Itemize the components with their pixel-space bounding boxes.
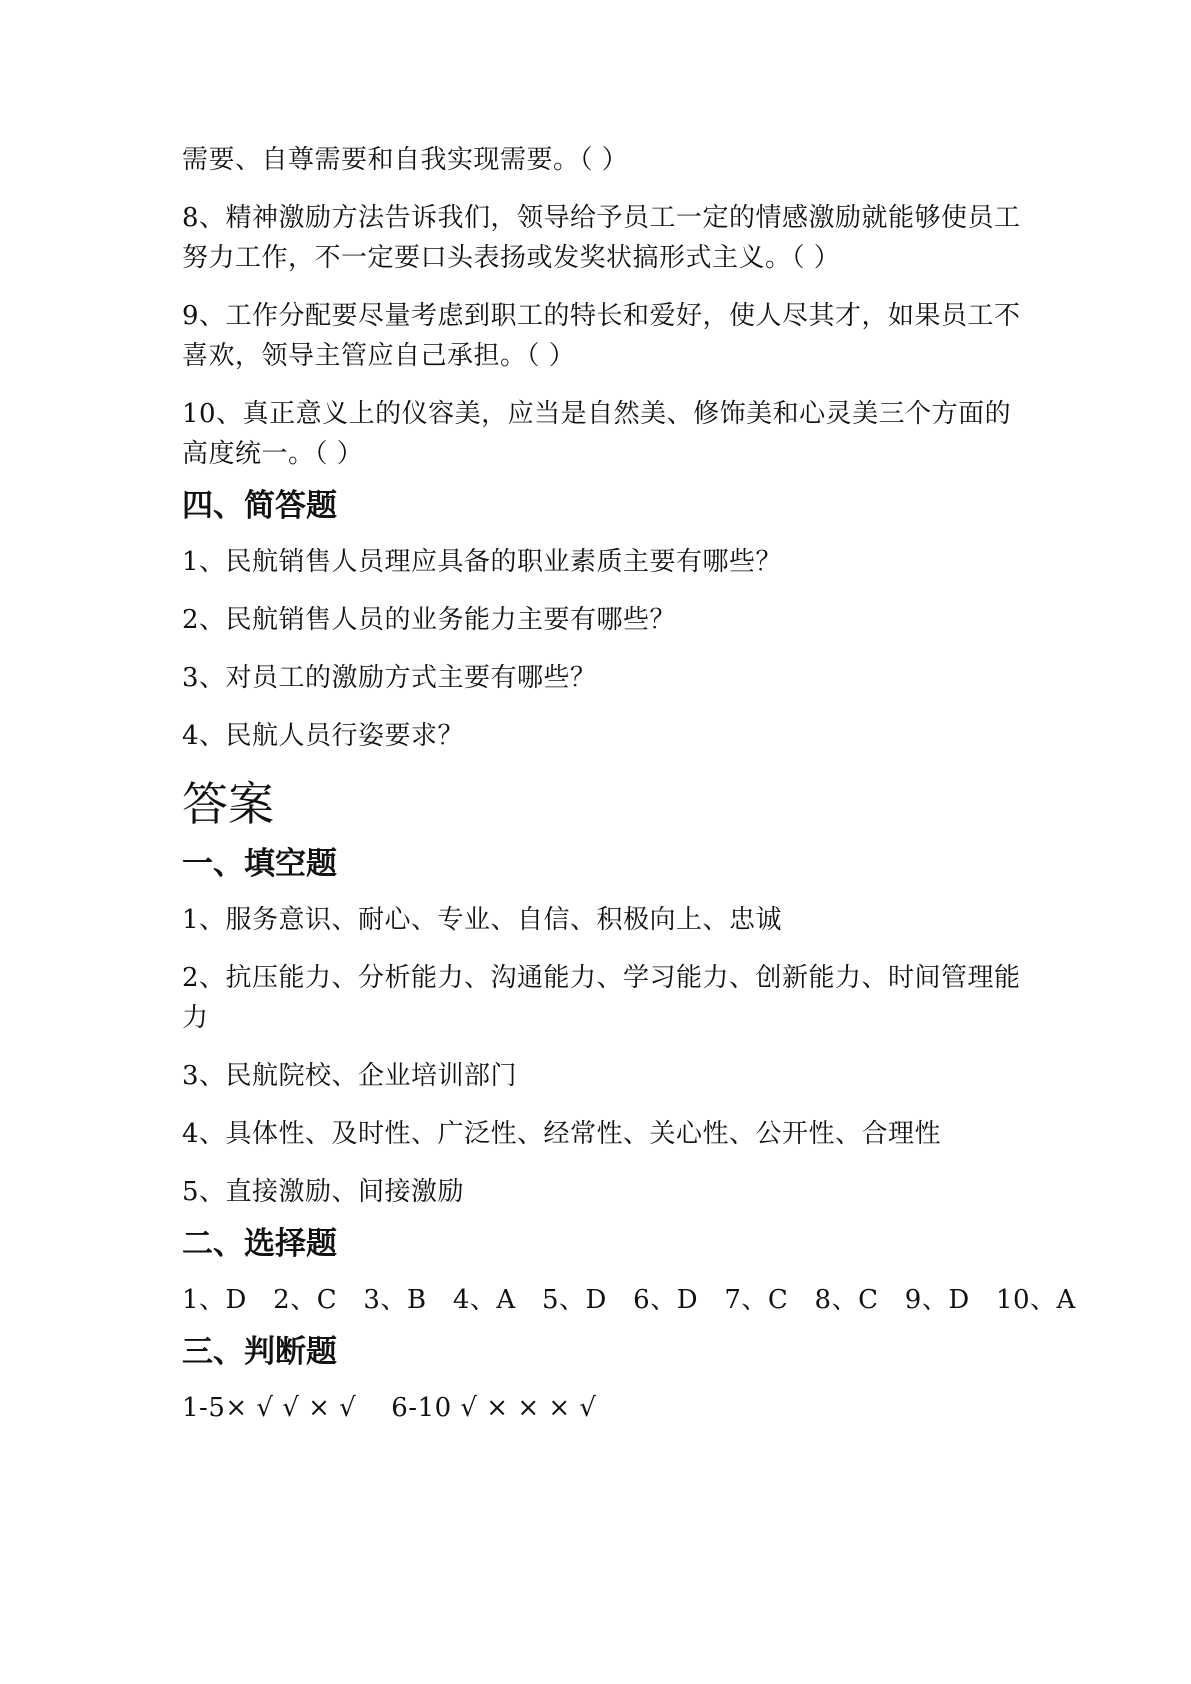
- short-answer-question-3: 3、对员工的激励方式主要有哪些？: [182, 663, 597, 693]
- continuation-text: 需要、自尊需要和自我实现需要。（ ）: [182, 145, 629, 175]
- answer-heading-choice: 二、选择题: [182, 1226, 337, 1262]
- short-answer-question-1: 1、民航销售人员理应具备的职业素质主要有哪些？: [182, 547, 783, 577]
- judge-answers: 1-5× √ √ × √ 6-10 √ × × × √: [182, 1393, 597, 1423]
- judge-question-10: 10、真正意义上的仪容美，应当是自然美、修饰美和心灵美三个方面的高度统一。（ ）: [182, 399, 1012, 469]
- answers-section: [182, 842, 1076, 1428]
- answer-heading-judge: 三、判断题: [182, 1334, 337, 1370]
- fill-answer-5: 5、直接激励、间接激励: [182, 1177, 465, 1207]
- fill-answer-1: 1、服务意识、耐心、专业、自信、积极向上、忠诚: [182, 905, 783, 935]
- choice-answers: 1、D 2、C 3、B 4、A 5、D 6、D 7、C 8、C 9、D 10、A: [182, 1285, 1076, 1315]
- fill-answer-3: 3、民航院校、企业培训部门: [182, 1061, 518, 1091]
- answer-heading-fill: 一、填空题: [182, 846, 337, 882]
- short-answer-question-2: 2、民航销售人员的业务能力主要有哪些？: [182, 605, 677, 635]
- judge-question-8: 8、精神激励方法告诉我们，领导给予员工一定的情感激励就能够使员工努力工作，不一定要口头表扬或发奖状搞形式主义。（ ）: [182, 203, 1021, 273]
- short-answer-question-4: 4、民航人员行姿要求？: [182, 721, 465, 751]
- fill-answer-4: 4、具体性、及时性、广泛性、经常性、关心性、公开性、合理性: [182, 1119, 942, 1149]
- document-page: [182, 140, 1076, 1446]
- answers-title: 答案: [182, 777, 274, 831]
- fill-answer-2: 2、抗压能力、分析能力、沟通能力、学习能力、创新能力、时间管理能力: [182, 963, 1021, 1033]
- judge-question-9: 9、工作分配要尽量考虑到职工的特长和爱好，使人尽其才，如果员工不喜欢，领导主管应自己承担。（ ）: [182, 301, 1021, 371]
- section-heading-short-answer: 四、简答题: [182, 488, 337, 524]
